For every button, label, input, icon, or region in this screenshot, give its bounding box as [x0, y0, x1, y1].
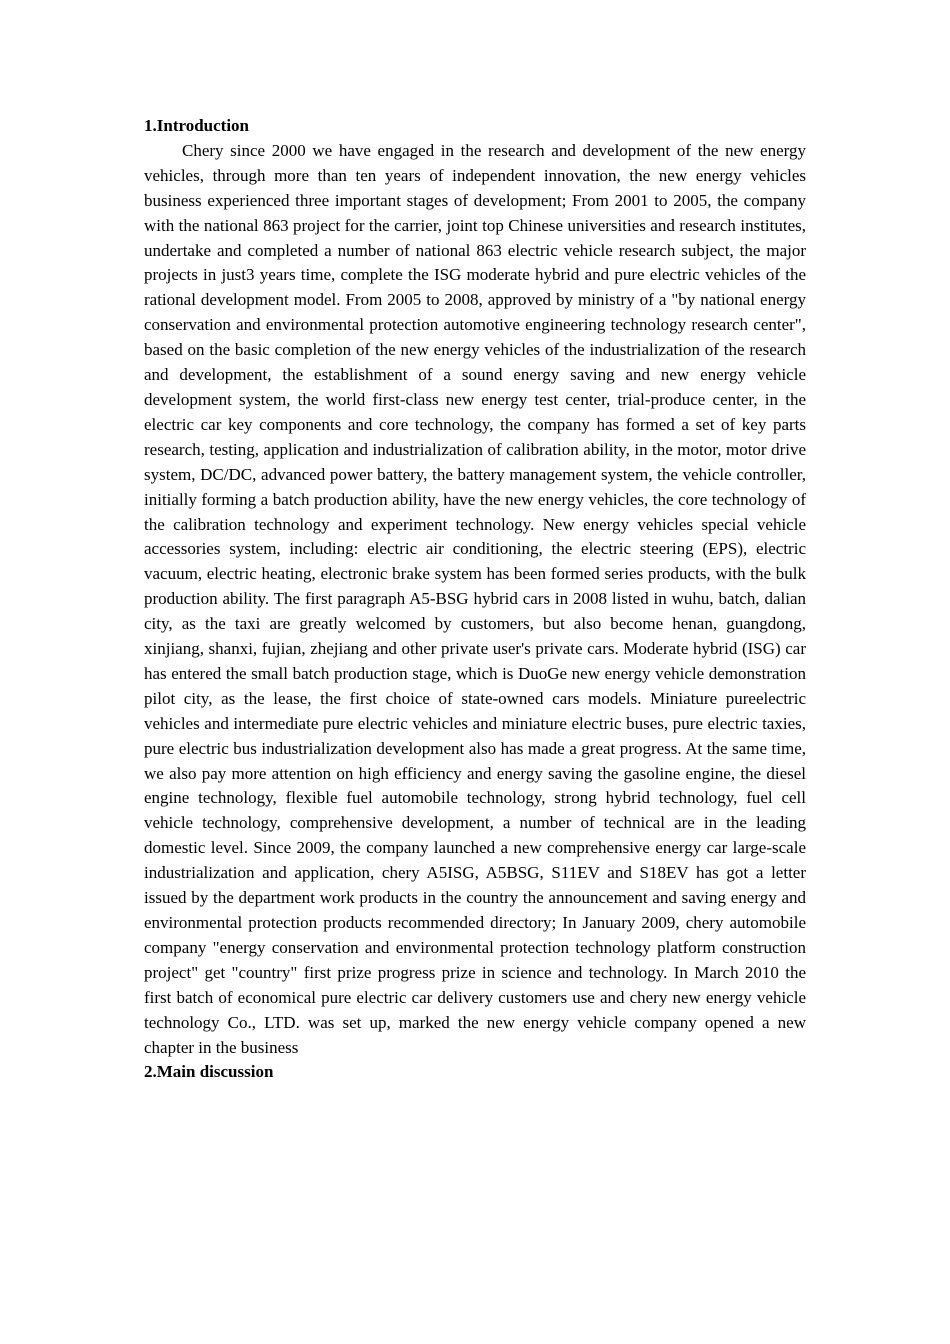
- section-heading-main-discussion: 2.Main discussion: [144, 1062, 274, 1082]
- document-body: [144, 114, 806, 1085]
- section-heading-introduction: 1.Introduction: [144, 116, 250, 135]
- introduction-paragraph: Chery since 2000 we have engaged in the research and development of the new energy vehicles, through more than ten years of independent innovation, the new energy vehicles business experienced three important stages of development; From 2001 to 2005, the company with the national 863 project for the carrier, joint top Chinese universities and research institutes, undertake and completed a number of national 863 electric vehicle research subject, the major projects in just3 years time, complete the ISG moderate hybrid and pure electric vehicles of the rational development model. From 2005 to 2008, approved by ministry of a "by national energy conservation and environmental protection automotive engineering technology research center", based on the basic completion of the new energy vehicles of the industrialization of the research and development, the establishment of a sound energy saving and new energy vehicle development system, the world first-class new energy test center, trial-produce center, in the electric car key components and core technology, the company has formed a set of key parts research, testing, application and industrialization of calibration ability, in the motor, motor drive system, DC/DC, advanced power battery, the battery management system, the vehicle controller, initially forming a batch production ability, have the new energy vehicles, the core technology of the calibration technology and experiment technology. New energy vehicles special vehicle accessories system, including: electric air conditioning, the electric steering (EPS), electric vacuum, electric heating, electronic brake system has been formed series products, with the bulk production ability. The first paragraph A5-BSG hybrid cars in 2008 listed in wuhu, batch, dalian city, as the taxi are greatly welcomed by customers, but also become henan, guangdong, xinjiang, shanxi, fujian, zhejiang and other private user's private cars. Moderate hybrid (ISG) car has entered the small batch production stage, which is DuoGe new energy vehicle demonstration pilot city, as the lease, the first choice of state-owned cars models. Miniature pureelectric vehicles and intermediate pure electric vehicles and miniature electric buses, pure electric taxies, pure electric bus industrialization development also has made a great progress. At the same time, we also pay more attention on high efficiency and energy saving the gasoline engine, the diesel engine technology, flexible fuel automobile technology, strong hybrid technology, fuel cell vehicle technology, comprehensive development, a number of technical are in the leading domestic level. Since 2009, the company launched a new comprehensive energy car large-scale industrialization and application, chery A5ISG, A5BSG, S11EV and S18EV has got a letter issued by the department work products in the country the announcement and saving energy and environmental protection products recommended directory; In January 2009, chery automobile company "energy conservation and environmental protection technology platform construction project" get "country" first prize progress prize in science and technology. In March 2010 the first batch of economical pure electric car delivery customers use and chery new energy vehicle technology Co., LTD. was set up, marked the new energy vehicle company opened a new chapter in the business: [144, 140, 806, 1057]
